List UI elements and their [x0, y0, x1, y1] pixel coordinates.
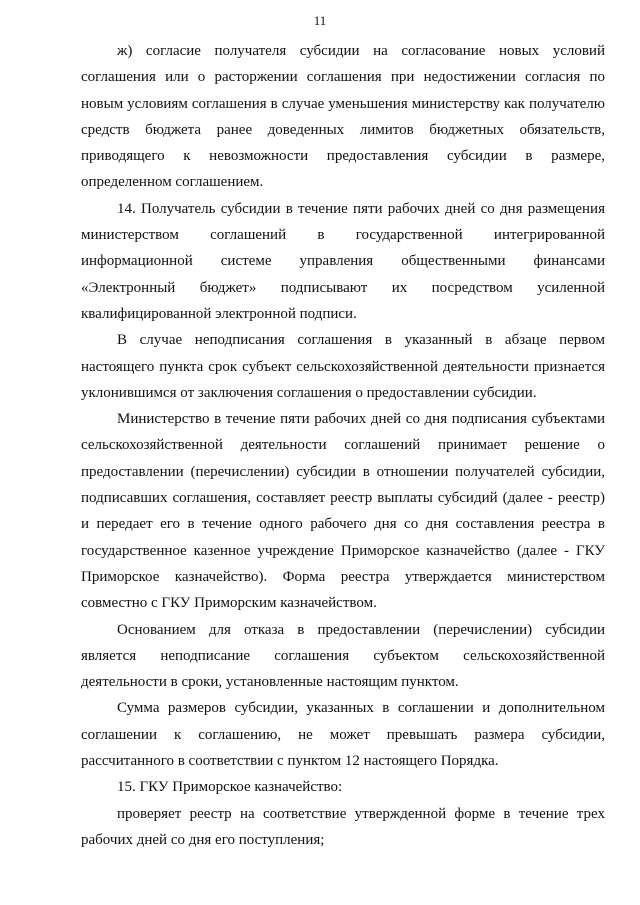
- paragraph-evasion-clause: В случае неподписания соглашения в указанный в абзаце первом настоящего пункта срок субъект сельскохозяйственной деятельности признается уклонившимся от заключения соглашения о предоставлении субсидии.: [81, 332, 605, 401]
- paragraph-registry-check: проверяет реестр на соответствие утвержденной форме в течение трех рабочих дней со дня его поступления;: [81, 805, 605, 848]
- paragraph-ministry-registry: Министерство в течение пяти рабочих дней со дня подписания субъектами сельскохозяйственной деятельности соглашений принимает решение о предоставлении (перечислении) субсидии в отношении получателей субсидии, подписавших соглашения, составляет реестр выплаты субсидий (далее - реестр) и передает его в течение одного рабочего дня со дня составления реестра в государственное казенное учреждение Приморское казначейство (далее - ГКУ Приморское казначейство). Форма реестра утверждается министерством совместно с ГКУ Приморским казначейством.: [81, 411, 605, 612]
- page-number: 11: [313, 13, 327, 28]
- paragraph-item-14: 14. Получатель субсидии в течение пяти рабочих дней со дня размещения министерством соглашений в государственной интегрированной информационной системе управления общественными финансами «Электронный бюджет» подписывают их посредством усиленной квалифицированной электронной подписи.: [81, 200, 605, 322]
- paragraph-subitem-zh: ж) согласие получателя субсидии на согласование новых условий соглашения или о расторжении соглашения при недостижении согласия по новым условиям соглашения в случае уменьшения министерству как получателю средств бюджета ранее доведенных лимитов бюджетных обязательств, приводящего к невозможности предоставления субсидии в размере, определенном соглашением.: [81, 43, 605, 191]
- paragraph-subsidy-limit: Сумма размеров субсидии, указанных в соглашении и дополнительном соглашении к соглашению, не может превышать размера субсидии, рассчитанного в соответствии с пунктом 12 настоящего Порядка.: [81, 700, 605, 770]
- document-body: [81, 38, 605, 853]
- paragraph-refusal-grounds: Основанием для отказа в предоставлении (перечислении) субсидии является неподписание соглашения субъектом сельскохозяйственной деятельности в сроки, установленные настоящим пунктом.: [81, 621, 605, 691]
- paragraph-item-15: 15. ГКУ Приморское казначейство:: [117, 779, 343, 796]
